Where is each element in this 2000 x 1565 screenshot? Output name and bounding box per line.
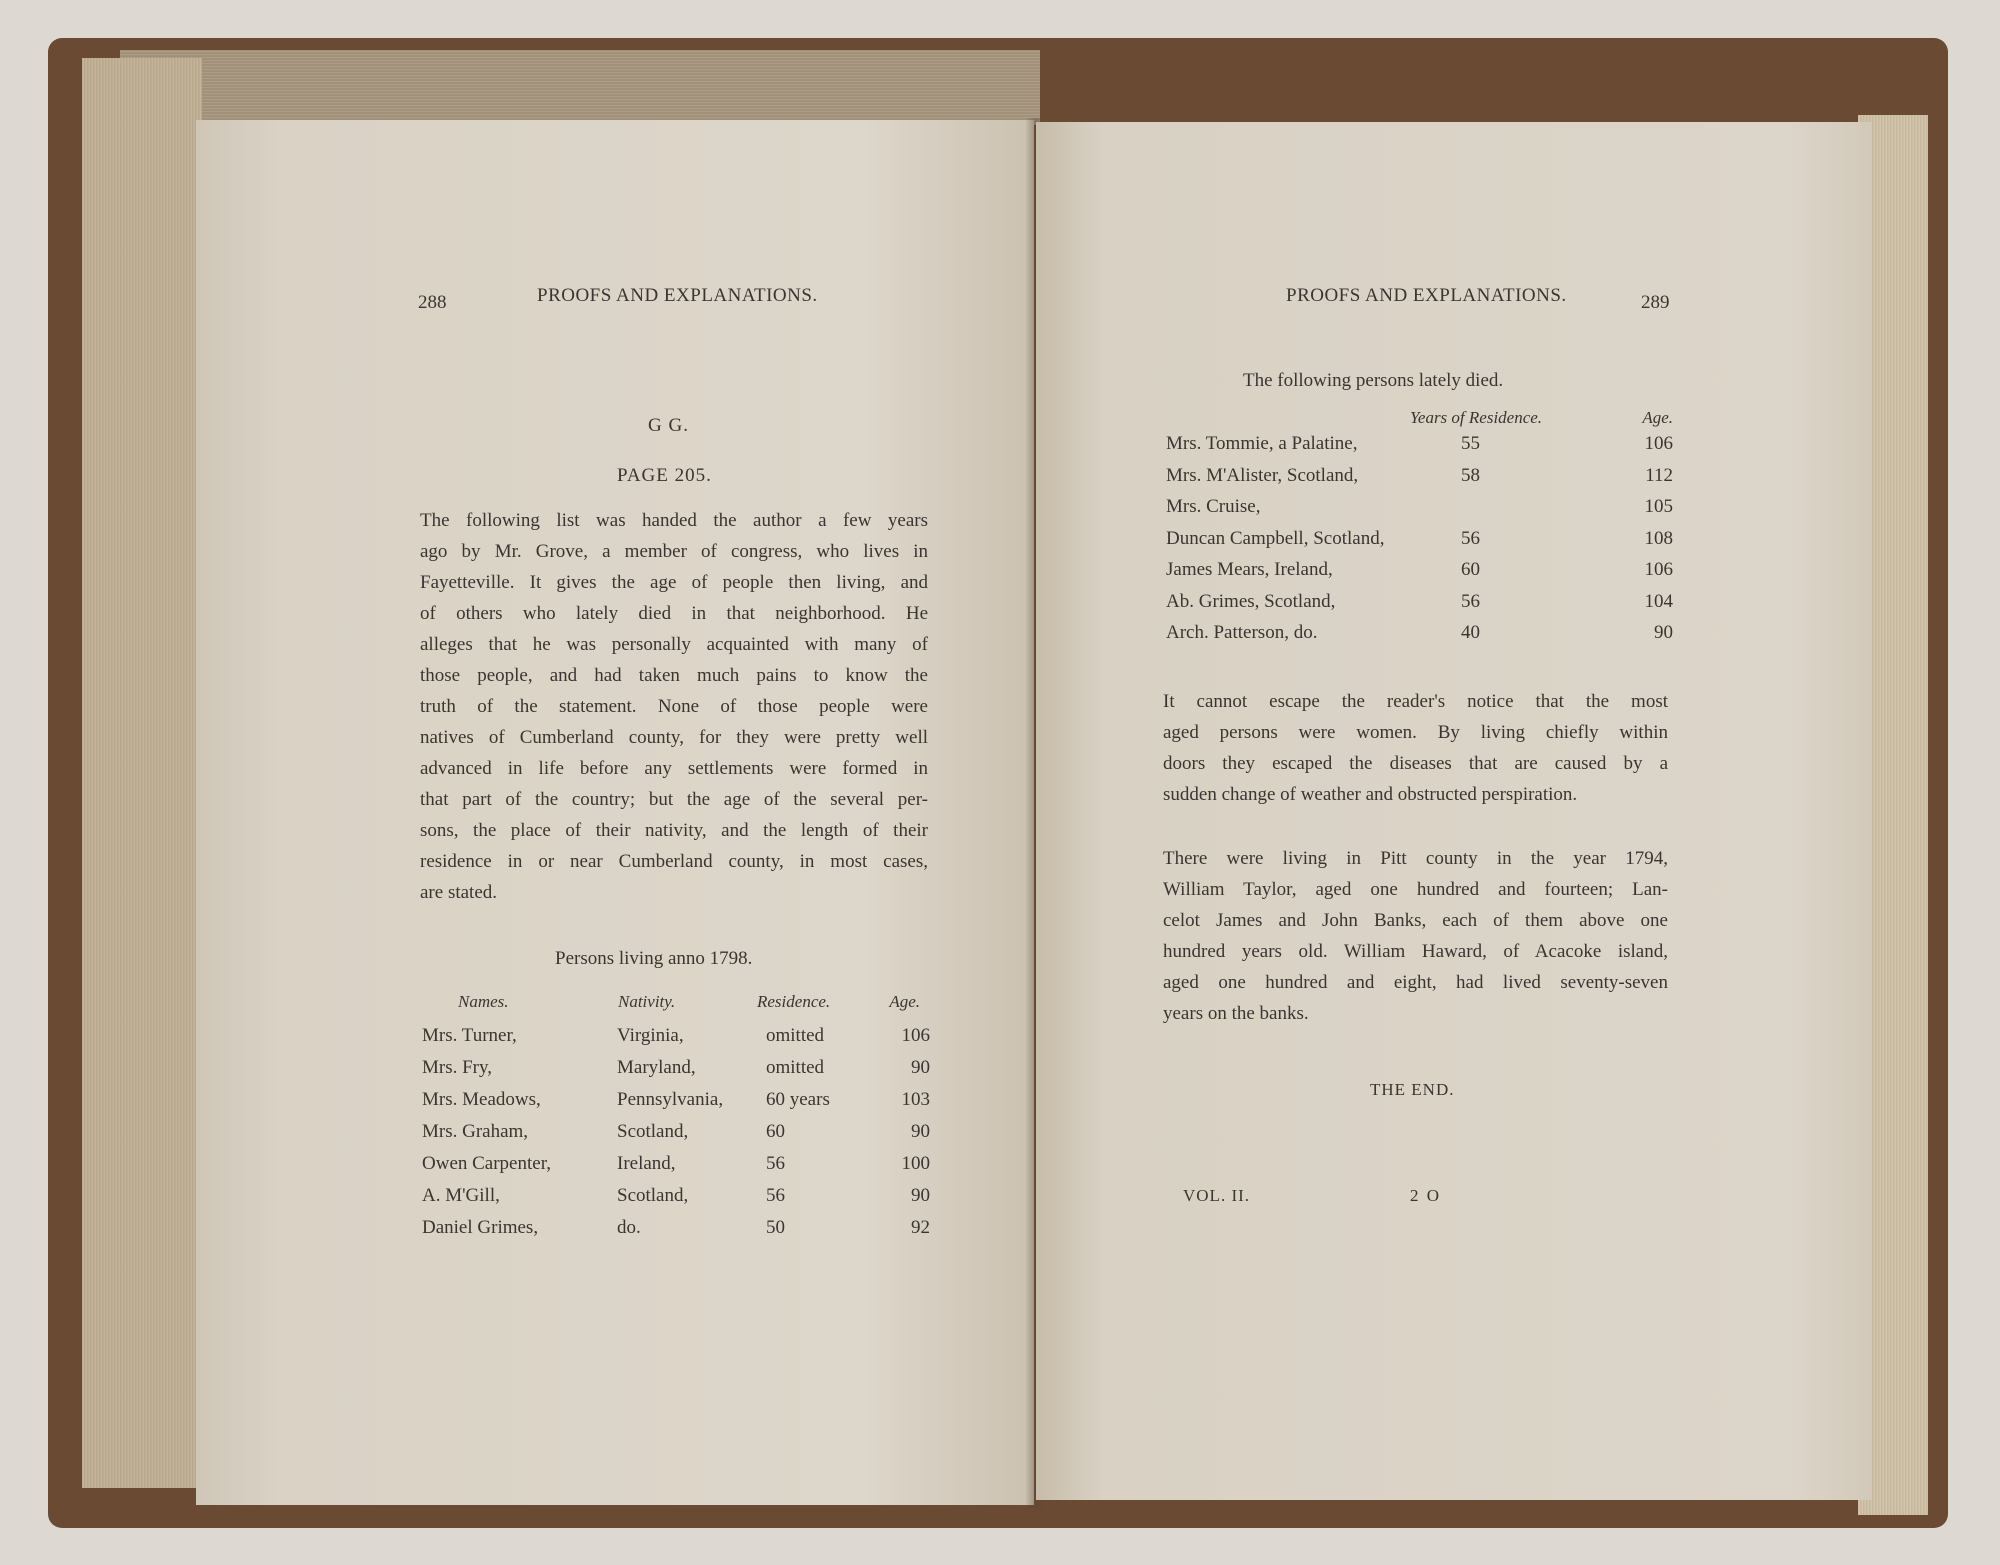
table-cell: James Mears, Ireland, (1166, 559, 1333, 580)
table-cell: 108 (1644, 527, 1673, 549)
table-cell: Mrs. Tommie, a Palatine, (1166, 433, 1358, 454)
table-cell: 103 (901, 1089, 930, 1110)
table-cell: Mrs. Cruise, (1166, 496, 1261, 517)
table-cell: Duncan Campbell, Scotland, (1166, 527, 1385, 549)
signature-mark: 2 O (1410, 1186, 1442, 1205)
paragraph-line: aged persons were women. By living chiefly within (1163, 722, 1668, 743)
page-block-top-edge (120, 50, 1040, 125)
table-cell: Ireland, (617, 1153, 676, 1174)
paragraph-line: ago by Mr. Grove, a member of congress, who lives in (420, 541, 928, 562)
table-cell: Owen Carpenter, (422, 1153, 552, 1174)
table-cell: do. (617, 1217, 641, 1238)
paragraph-line: It cannot escape the reader's notice that the most (1163, 691, 1668, 712)
paragraph-line: truth of the statement. None of those people were (420, 696, 928, 717)
table-cell: Maryland, (617, 1057, 696, 1078)
paragraph-line: hundred years old. William Haward, of Acacoke island, (1163, 941, 1668, 962)
table-header: Names. (458, 992, 509, 1011)
table-cell: 106 (1644, 559, 1673, 580)
paragraph-line: The following list was handed the author a few years (420, 510, 928, 531)
table-cell: Scotland, (617, 1185, 689, 1206)
table-cell: Pennsylvania, (617, 1089, 724, 1110)
table-cell: Mrs. Fry, (422, 1057, 493, 1078)
section-title: G G. (648, 415, 689, 436)
paragraph-line: doors they escaped the diseases that are caused by a (1163, 753, 1668, 774)
paragraph-line: sons, the place of their nativity, and the length of their (420, 820, 928, 841)
paragraph-line: There were living in Pitt county in the year 1794, (1163, 848, 1668, 869)
left-page-number: 288 (418, 292, 447, 313)
table-cell: 90 (1654, 622, 1673, 643)
table-cell: 56 (766, 1185, 785, 1206)
left-running-head: PROOFS AND EXPLANATIONS. (537, 285, 818, 306)
table-cell: 56 (1461, 590, 1480, 612)
paragraph-line: those people, and had taken much pains to know the (420, 665, 928, 686)
table-cell: 106 (901, 1025, 930, 1046)
table-cell: 60 (766, 1121, 785, 1142)
table-cell: 90 (911, 1185, 930, 1206)
paragraph-line: alleges that he was personally acquainted with many of (420, 634, 928, 655)
table-cell: Daniel Grimes, (422, 1217, 539, 1238)
table-cell: Scotland, (617, 1121, 689, 1142)
table-cell: 106 (1644, 433, 1673, 454)
table-cell: 58 (1461, 464, 1480, 486)
table-cell: 90 (911, 1121, 930, 1142)
table-cell: 56 (766, 1153, 785, 1174)
paragraph-line: Fayetteville. It gives the age of people then living, and (420, 572, 928, 593)
table-cell: Virginia, (617, 1025, 684, 1046)
right-page-number: 289 (1641, 292, 1670, 313)
table-cell: Arch. Patterson, do. (1166, 622, 1318, 643)
table-cell: 55 (1461, 433, 1480, 454)
table-header: Nativity. (618, 992, 676, 1011)
table-cell: 40 (1461, 622, 1480, 643)
right-page (1036, 122, 1872, 1500)
table-cell: 90 (911, 1057, 930, 1078)
paragraph-line: aged one hundred and eight, had lived seventy-seven (1163, 972, 1668, 993)
table-cell: Ab. Grimes, Scotland, (1166, 590, 1336, 612)
table-cell: 56 (1461, 527, 1480, 549)
table-cell: 92 (911, 1217, 930, 1238)
page-reference: PAGE 205. (617, 465, 712, 486)
table-cell: A. M'Gill, (422, 1185, 500, 1206)
table-cell: Mrs. Turner, (422, 1025, 517, 1046)
paragraph-line: years on the banks. (1163, 1003, 1309, 1024)
living-table-title: Persons living anno 1798. (555, 948, 753, 969)
table-cell: 60 (1461, 559, 1480, 580)
table-cell: omitted (766, 1025, 825, 1046)
left-paragraph (420, 505, 928, 908)
paragraph-line: sudden change of weather and obstructed perspiration. (1163, 784, 1578, 805)
paragraph-line: natives of Cumberland county, for they were pretty well (420, 727, 928, 748)
table-cell: Mrs. Graham, (422, 1121, 529, 1142)
died-intro: The following persons lately died. (1243, 370, 1504, 391)
paragraph-line: are stated. (420, 882, 498, 903)
page-block-left-edge (82, 58, 202, 1488)
table-cell: Mrs. M'Alister, Scotland, (1166, 464, 1359, 486)
right-running-head: PROOFS AND EXPLANATIONS. (1286, 285, 1567, 306)
paragraph-line: residence in or near Cumberland county, in most cases, (420, 851, 928, 872)
table-cell: Mrs. Meadows, (422, 1089, 541, 1110)
table-cell: 50 (766, 1217, 785, 1238)
table-header: Residence. (757, 992, 831, 1011)
table-cell: 105 (1644, 496, 1673, 517)
table-cell: 60 years (766, 1089, 830, 1110)
the-end: THE END. (1370, 1080, 1455, 1099)
pitt-county-paragraph (1163, 843, 1668, 1029)
table-cell: 112 (1645, 464, 1673, 486)
paragraph-line: advanced in life before any settlements were formed in (420, 758, 928, 779)
table-header: Years of Residence. (1410, 408, 1543, 427)
table-header: Age. (889, 992, 920, 1011)
paragraph-line: of others who lately died in that neighborhood. He (420, 603, 928, 624)
table-cell: omitted (766, 1057, 825, 1078)
paragraph-line: that part of the country; but the age of the several per- (420, 789, 928, 810)
paragraph-line: William Taylor, aged one hundred and fourteen; Lan- (1163, 879, 1668, 900)
notice-paragraph (1163, 686, 1668, 810)
volume-signature: VOL. II. (1183, 1186, 1251, 1205)
table-cell: 104 (1644, 590, 1673, 612)
paragraph-line: celot James and John Banks, each of them above one (1163, 910, 1668, 931)
table-cell: 100 (901, 1153, 930, 1174)
table-header: Age. (1642, 408, 1673, 427)
